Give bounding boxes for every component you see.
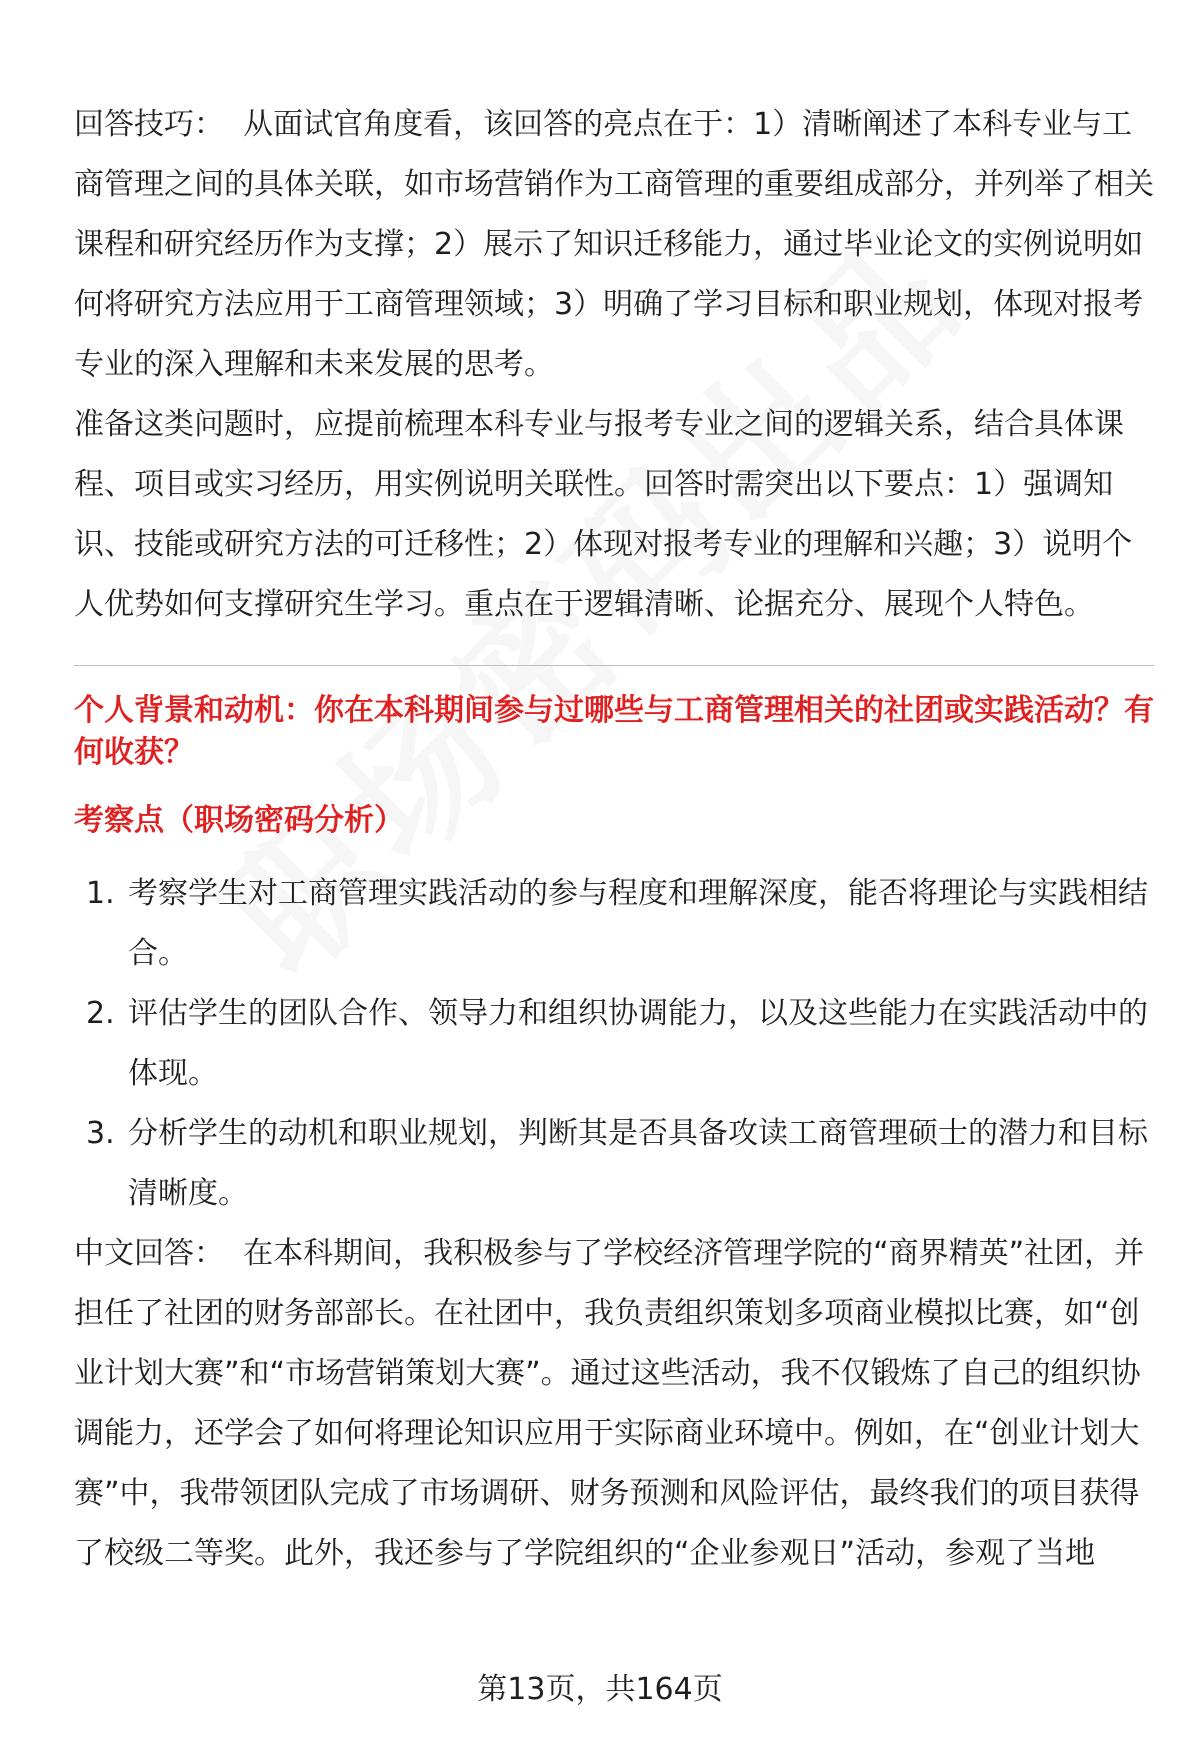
page-content (74, 95, 1154, 1584)
answer-text: 在本科期间，我积极参与了学校经济管理学院的“商界精英”社团，并担任了社团的财务部部长。在社团中，我负责组织策划多项商业模拟比赛，如“创业计划大赛”和“市场营销策划大赛”。通过这些活动，我不仅锻炼了自己的组织协调能力，还学会了如何将理论知识应用于实际商业环境中。例如，在“创业计划大赛”中，我带领团队完成了市场调研、财务预测和风险评估，最终我们的项目获得了校级二等奖。此外，我还参与了学院组织的“企业参观日”活动，参观了当地 (74, 1236, 1145, 1571)
tips-text: 从面试官角度看，该回答的亮点在于：1）清晰阐述了本科专业与工商管理之间的具体关联，如市场营销作为工商管理的重要组成部分，并列举了相关课程和研究经历作为支撑；2）展示了知识迁移能力，通过毕业论文的实例说明如何将研究方法应用于工商管理领域；3）明确了学习目标和职业规划，体现对报考专业的深入理解和未来发展的思考。 (74, 107, 1154, 382)
answer-paragraph (74, 1224, 1154, 1584)
answer-label: 中文回答： (74, 1236, 224, 1271)
tips-label: 回答技巧： (74, 107, 224, 142)
list-item-text: 考察学生对工商管理实践活动的参与程度和理解深度，能否将理论与实践相结合。 (128, 876, 1148, 971)
list-item-number: 1. (86, 876, 115, 911)
list-item (74, 864, 1154, 984)
list-item-number: 3. (86, 1116, 115, 1151)
page-number-footer: 第13页，共164页 (477, 1672, 723, 1707)
list-item-text: 评估学生的团队合作、领导力和组织协调能力，以及这些能力在实践活动中的体现。 (128, 996, 1148, 1091)
question-heading: 个人背景和动机：你在本科期间参与过哪些与工商管理相关的社团或实践活动？有何收获？ (74, 693, 1154, 770)
list-item (74, 1104, 1154, 1224)
section-divider (74, 665, 1154, 666)
list-item-text: 分析学生的动机和职业规划，判断其是否具备攻读工商管理硕士的潜力和目标清晰度。 (128, 1116, 1148, 1211)
list-item-number: 2. (86, 996, 115, 1031)
preparation-paragraph: 准备这类问题时，应提前梳理本科专业与报考专业之间的逻辑关系，结合具体课程、项目或实习经历，用实例说明关联性。回答时需突出以下要点：1）强调知识、技能或研究方法的可迁移性；2）体现对报考专业的理解和兴趣；3）说明个人优势如何支撑研究生学习。重点在于逻辑清晰、论据充分、展现个人特色。 (74, 407, 1133, 622)
analysis-points-list (74, 864, 1154, 1224)
analysis-heading: 考察点（职场密码分析） (74, 803, 404, 838)
list-item (74, 984, 1154, 1104)
tips-paragraph (74, 95, 1154, 395)
